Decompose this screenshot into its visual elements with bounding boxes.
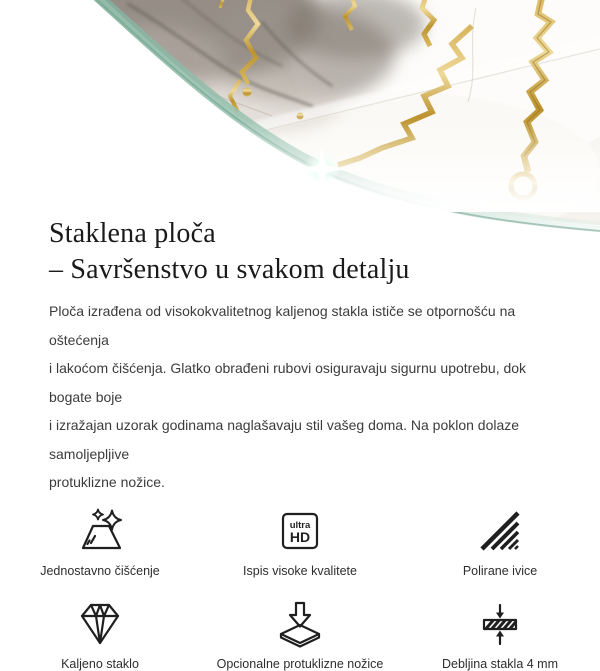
- description-line: Ploča izrađena od visokokvalitetnog kaljenog stakla ističe se otpornošću na oštećenja: [49, 303, 516, 348]
- feature-grid: [0, 507, 600, 671]
- sparkle-clean-icon: [76, 507, 124, 555]
- ultra-text: ultra: [289, 519, 311, 531]
- product-description-text: [49, 297, 570, 497]
- description-line: i lakoćom čišćenja. Glatko obrađeni rubovi osiguravaju sigurnu upotrebu, dok bogate boje: [49, 360, 527, 405]
- feature-polished-edges: [400, 507, 600, 578]
- diamond-icon: [76, 600, 124, 648]
- feature-high-quality-print: [200, 507, 400, 578]
- title-line-2: – Savršenstvo u svakom detalju: [49, 254, 410, 285]
- feature-tempered-glass: [0, 600, 200, 671]
- feature-label: Jednostavno čišćenje: [40, 563, 160, 578]
- feature-label: Ispis visoke kvalitete: [243, 563, 357, 578]
- ultra-hd-icon: [276, 507, 324, 555]
- feature-label: Opcionalne protuklizne nožice: [216, 656, 384, 671]
- product-description-section: [0, 216, 600, 497]
- feature-easy-cleaning: [0, 507, 200, 578]
- feature-glass-thickness: [400, 600, 600, 671]
- description-line: protuklizne nožice.: [49, 474, 165, 490]
- description-line: i izražajan uzorak godinama naglašavaju stil vašeg doma. Na poklon dolaze samoljepljive: [49, 417, 520, 462]
- feature-label: Debljina stakla 4 mm: [441, 656, 558, 671]
- feature-label: Polirane ivice: [462, 563, 538, 578]
- polished-edges-icon: [476, 507, 524, 555]
- glass-thickness-icon: [476, 600, 524, 648]
- title-line-1: Staklena ploča: [49, 218, 216, 249]
- feature-label: Kaljeno staklo: [61, 656, 139, 671]
- hd-text: HD: [289, 528, 311, 545]
- product-photo-marble-glass: [0, 0, 600, 212]
- anti-slip-feet-icon: [276, 600, 324, 648]
- page-title: [49, 216, 570, 288]
- feature-anti-slip-feet: [200, 600, 400, 671]
